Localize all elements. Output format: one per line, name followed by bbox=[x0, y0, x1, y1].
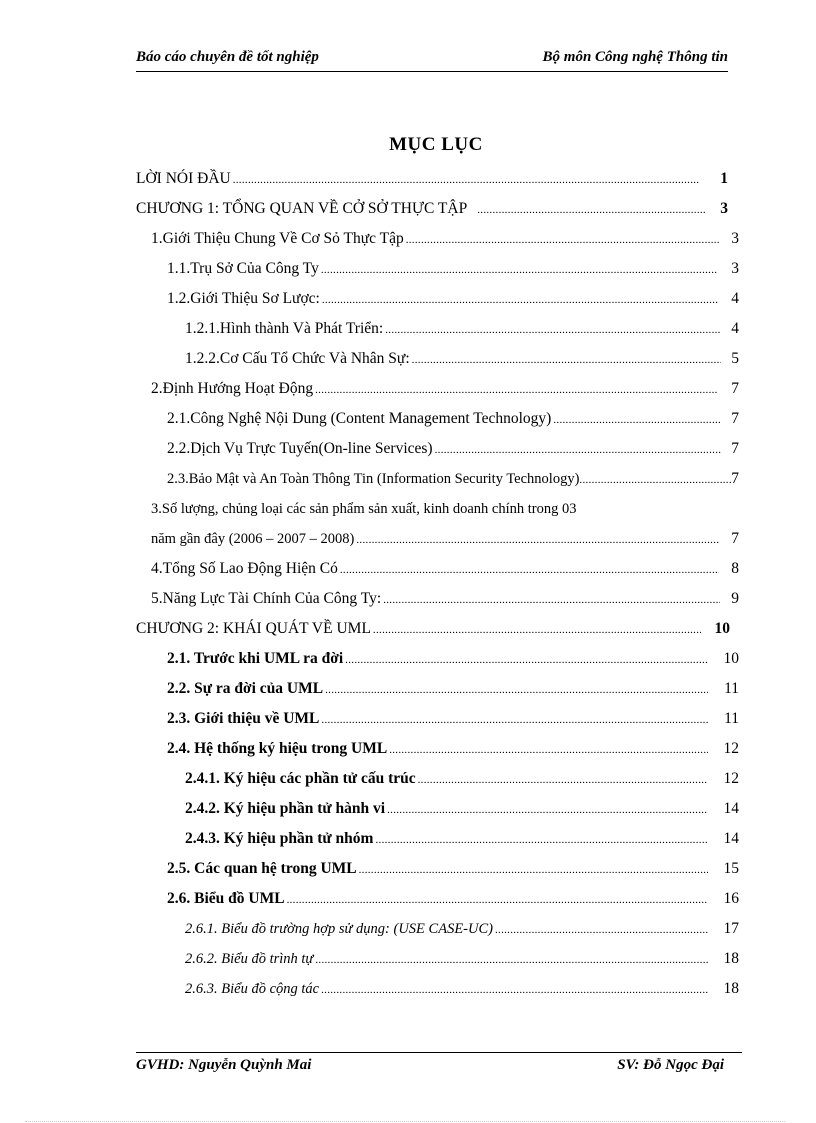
toc-entry-1-1[interactable] bbox=[167, 259, 739, 280]
leader-dots bbox=[321, 259, 718, 280]
toc-entry-label: 3.Số lượng, chủng loại các sản phẩm sản xuất, kinh doanh chính trong 03 bbox=[151, 501, 577, 517]
toc-entry-page: 15 bbox=[723, 860, 739, 877]
toc-entry-2-6-3-uml[interactable] bbox=[185, 979, 739, 1000]
toc-entry-label: 2.4.3. Ký hiệu phần tử nhóm bbox=[185, 830, 374, 847]
toc-entry-3-line-2[interactable] bbox=[151, 529, 739, 550]
toc-entry-1[interactable] bbox=[151, 229, 739, 250]
toc-entry-chapter-2[interactable] bbox=[136, 619, 730, 640]
page-footer bbox=[136, 1052, 742, 1077]
toc-entry-2-6-uml[interactable] bbox=[167, 889, 739, 910]
toc-entry-page: 4 bbox=[731, 320, 739, 337]
toc-entry-3-line-1[interactable] bbox=[151, 499, 739, 519]
toc-entry-page: 5 bbox=[731, 350, 739, 367]
toc-entry-label: 2.6.1. Biểu đồ trường hợp sử dụng: (USE CASE-UC) bbox=[185, 921, 493, 937]
toc-title: MỤC LỤC bbox=[389, 134, 483, 155]
toc-entry-label: 2.2. Sự ra đời của UML bbox=[167, 680, 324, 697]
toc-entry-page: 14 bbox=[723, 830, 739, 847]
header-right-text: Bộ môn Công nghệ Thông tin bbox=[542, 49, 728, 65]
toc-entry-label: 2.1.Công Nghệ Nội Dung (Content Management Technology) bbox=[167, 410, 552, 427]
toc-entry-2-2[interactable] bbox=[167, 439, 739, 460]
leader-dots bbox=[418, 769, 708, 790]
toc-entry-2-6-1-uml[interactable] bbox=[185, 919, 739, 940]
toc-entry-page: 4 bbox=[731, 290, 739, 307]
leader-dots bbox=[435, 439, 722, 460]
toc-entry-chapter-1[interactable] bbox=[136, 199, 728, 220]
toc-entry-label: 5.Năng Lực Tài Chính Của Công Ty: bbox=[151, 590, 382, 607]
toc-entry-label: 2.4. Hệ thống ký hiệu trong UML bbox=[167, 740, 388, 757]
leader-dots bbox=[321, 979, 707, 1000]
toc-entry-label: 2.3. Giới thiệu về UML bbox=[167, 710, 320, 727]
leader-dots bbox=[287, 889, 708, 910]
toc-entry-label: 2.6.3. Biểu đồ cộng tác bbox=[185, 981, 320, 997]
footer-right-text: SV: Đỗ Ngọc Đại bbox=[617, 1057, 724, 1073]
toc-entry-page: 10 bbox=[723, 650, 739, 667]
toc-entry-page: 1 bbox=[720, 170, 728, 187]
leader-dots bbox=[373, 619, 701, 640]
toc-entry-page: 11 bbox=[724, 680, 739, 697]
leader-dots bbox=[233, 169, 700, 190]
leader-dots bbox=[325, 679, 708, 700]
toc-entry-2[interactable] bbox=[151, 379, 739, 400]
leader-dots bbox=[477, 199, 706, 220]
toc-entry-label: 1.2.2.Cơ Cấu Tổ Chức Và Nhân Sự: bbox=[185, 350, 410, 367]
leader-dots bbox=[383, 589, 720, 610]
leader-dots bbox=[356, 529, 719, 550]
toc-entry-label: 1.2.Giới Thiệu Sơ Lược: bbox=[167, 290, 320, 307]
toc-entry-page: 17 bbox=[723, 920, 739, 937]
leader-dots bbox=[385, 319, 720, 340]
toc-entry-label: 2.2.Dịch Vụ Trực Tuyến(On-line Services) bbox=[167, 440, 433, 457]
leader-dots bbox=[322, 289, 718, 310]
toc-entry-2-3[interactable] bbox=[167, 469, 739, 490]
toc-entry-label: 2.1. Trước khi UML ra đời bbox=[167, 650, 344, 667]
toc-entry-2-2-uml[interactable] bbox=[167, 679, 739, 700]
toc-entry-page: 9 bbox=[731, 590, 739, 607]
toc-entry-4[interactable] bbox=[151, 559, 739, 580]
toc-entry-page: 12 bbox=[723, 770, 739, 787]
leader-dots bbox=[579, 469, 731, 490]
leader-dots bbox=[387, 799, 707, 820]
toc-entry-label: 2.3.Bảo Mật và An Toàn Thông Tin (Information Security Technology) bbox=[167, 471, 580, 487]
toc-entry-2-4-uml[interactable] bbox=[167, 739, 739, 760]
leader-dots bbox=[553, 409, 721, 430]
toc-entry-page: 16 bbox=[723, 890, 739, 907]
toc-entry-2-3-uml[interactable] bbox=[167, 709, 739, 730]
toc-entry-page: 12 bbox=[723, 740, 739, 757]
toc-entry-1-2[interactable] bbox=[167, 289, 739, 310]
toc-entry-preface[interactable] bbox=[136, 169, 728, 190]
toc-entry-page: 14 bbox=[723, 800, 739, 817]
leader-dots bbox=[315, 949, 707, 970]
page-header bbox=[136, 47, 728, 72]
leader-dots bbox=[495, 919, 708, 940]
toc-entry-label: 1.2.1.Hình thành Và Phát Triển: bbox=[185, 320, 384, 337]
toc-entry-page: 3 bbox=[720, 200, 728, 217]
toc-entry-page: 18 bbox=[723, 980, 739, 997]
toc-entry-label: 2.4.2. Ký hiệu phần tử hành vi bbox=[185, 800, 386, 817]
toc-entry-page: 10 bbox=[714, 620, 730, 637]
toc-entry-page: 11 bbox=[724, 710, 739, 727]
toc-entry-2-5-uml[interactable] bbox=[167, 859, 739, 880]
toc-entry-2-4-2-uml[interactable] bbox=[185, 799, 739, 820]
leader-dots bbox=[412, 349, 721, 370]
toc-entry-2-1-uml[interactable] bbox=[167, 649, 739, 670]
toc-entry-label: 2.5. Các quan hệ trong UML bbox=[167, 860, 357, 877]
toc-entry-label: 2.Định Hướng Hoạt Động bbox=[151, 380, 314, 397]
toc-entry-label: 1.1.Trụ Sở Của Công Ty bbox=[167, 260, 319, 277]
footer-left-text: GVHD: Nguyễn Quỳnh Mai bbox=[136, 1057, 312, 1073]
leader-dots bbox=[315, 379, 718, 400]
toc-entry-label: 4.Tổng Số Lao Động Hiện Có bbox=[151, 560, 338, 577]
toc-entry-page: 3 bbox=[731, 260, 739, 277]
toc-entry-page: 3 bbox=[731, 230, 739, 247]
toc-entry-label: CHƯƠNG 2: KHÁI QUÁT VỀ UML bbox=[136, 620, 371, 637]
toc-entry-label: 2.6. Biểu đồ UML bbox=[167, 890, 285, 907]
toc-entry-label: năm gần đây (2006 – 2007 – 2008) bbox=[151, 531, 355, 547]
toc-entry-2-4-3-uml[interactable] bbox=[185, 829, 739, 850]
toc-entry-5[interactable] bbox=[151, 589, 739, 610]
toc-entry-page: 8 bbox=[731, 560, 739, 577]
toc-entry-label: 2.4.1. Ký hiệu các phần tử cấu trúc bbox=[185, 770, 416, 787]
leader-dots bbox=[345, 649, 707, 670]
toc-entry-page: 7 bbox=[731, 530, 739, 547]
toc-entry-label: LỜI NÓI ĐẦU bbox=[136, 170, 231, 187]
leader-dots bbox=[359, 859, 708, 880]
leader-dots bbox=[375, 829, 707, 850]
page-bottom-divider bbox=[25, 1121, 785, 1122]
toc-entry-page: 7 bbox=[731, 440, 739, 457]
toc-entry-page: 7 bbox=[731, 410, 739, 427]
leader-dots bbox=[340, 559, 719, 580]
leader-dots bbox=[321, 709, 708, 730]
toc-entry-2-4-1-uml[interactable] bbox=[185, 769, 739, 790]
toc-entry-label: 1.Giới Thiệu Chung Về Cơ Sỏ Thực Tập bbox=[151, 230, 404, 247]
leader-dots bbox=[389, 739, 707, 760]
toc-entry-2-1[interactable] bbox=[167, 409, 739, 430]
toc-entry-page: 7 bbox=[731, 470, 739, 487]
toc-entry-label: 2.6.2. Biểu đồ trình tự bbox=[185, 951, 314, 967]
header-left-text: Báo cáo chuyên đề tốt nghiệp bbox=[136, 49, 319, 65]
toc-entry-page: 7 bbox=[731, 380, 739, 397]
toc-entry-1-2-2[interactable] bbox=[185, 349, 739, 370]
toc-entry-2-6-2-uml[interactable] bbox=[185, 949, 739, 970]
toc-entry-page: 18 bbox=[723, 950, 739, 967]
leader-dots bbox=[406, 229, 721, 250]
toc-entry-label: CHƯƠNG 1: TỔNG QUAN VỀ CỞ SỞ THỰC TẬP bbox=[136, 200, 468, 217]
toc-entry-1-2-1[interactable] bbox=[185, 319, 739, 340]
